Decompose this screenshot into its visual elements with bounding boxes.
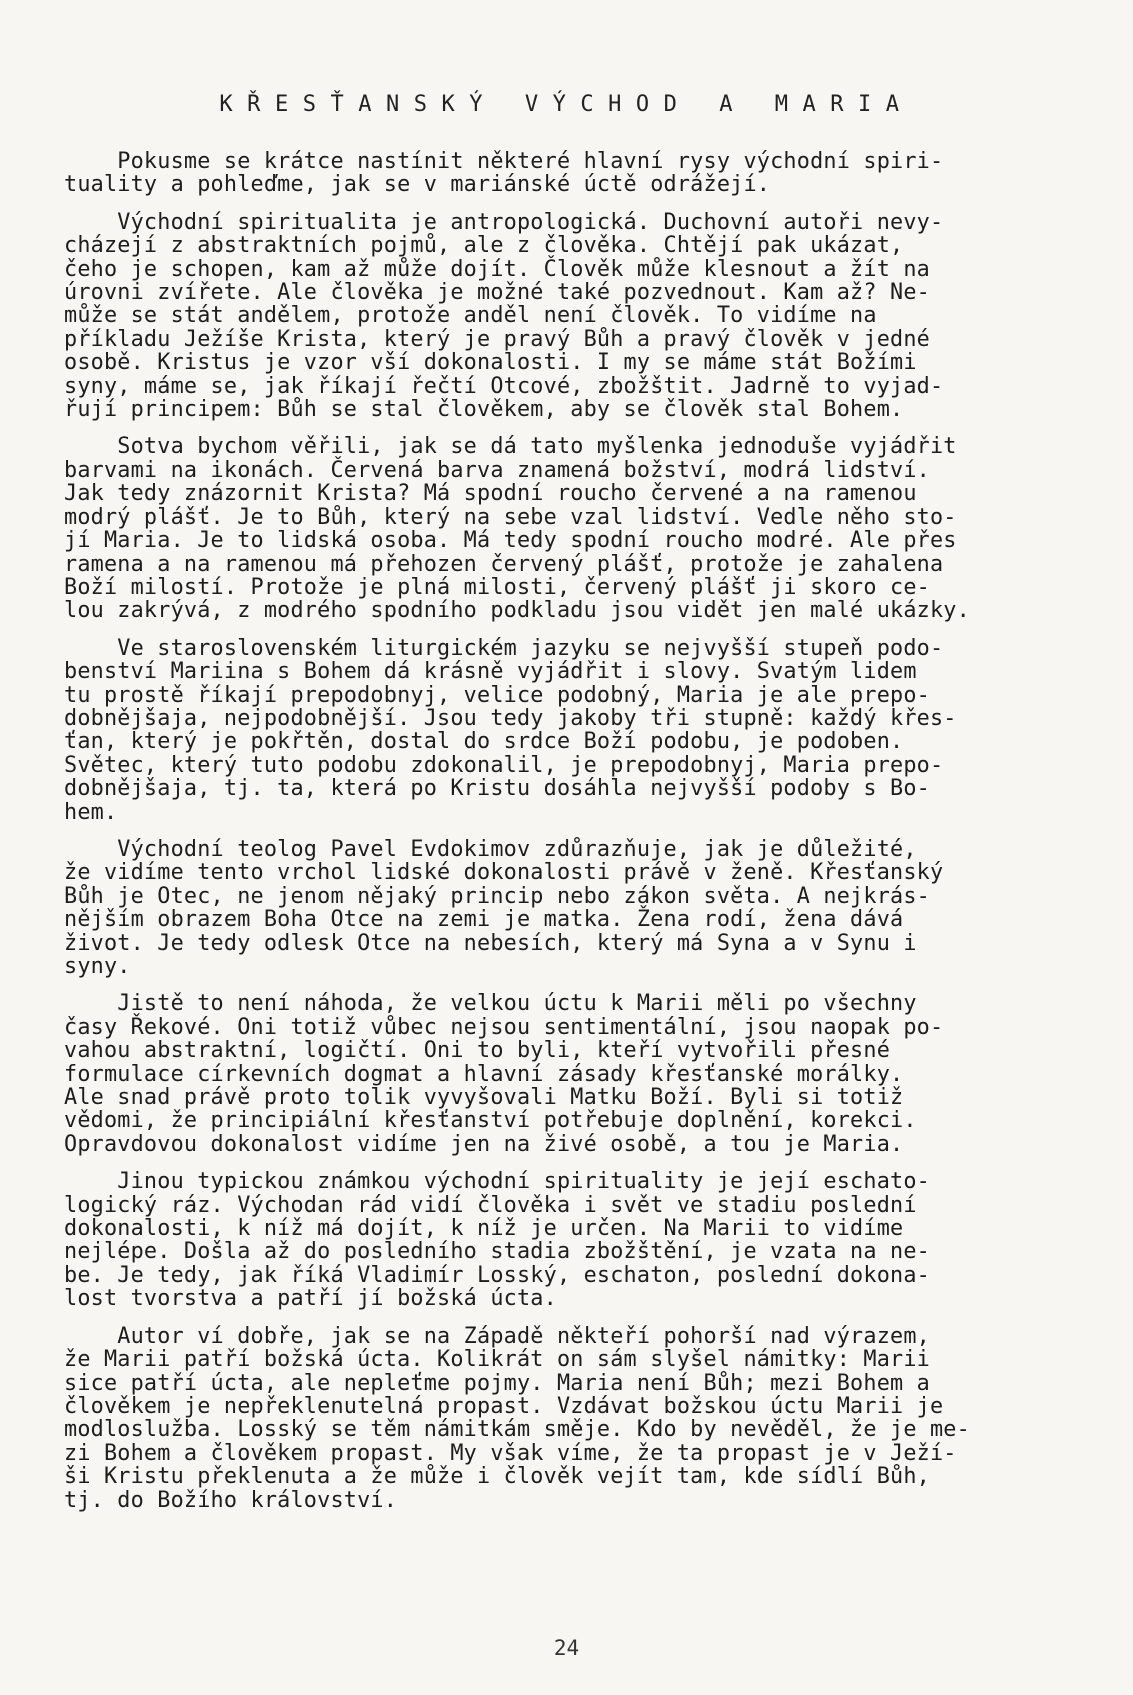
text-line: benství Mariina s Bohem dá krásně vyjádřit i slovy. Svatým lidem <box>64 659 917 685</box>
text-line: formulace církevních dogmat a hlavní zásady křesťanské morálky. <box>64 1061 904 1087</box>
text-line: tj. do Božího království. <box>64 1487 398 1513</box>
text-line: sice patří úcta, ale nepleťme pojmy. Maria není Bůh; mezi Bohem a <box>64 1370 930 1396</box>
text-line: Východní spiritualita je antropologická. Duchovní autoři nevy- <box>64 209 944 235</box>
text-line: Boží milostí. Protože je plná milosti, červený plášť ji skoro ce- <box>64 574 930 600</box>
text-line: Ale snad právě proto tolik vyvyšovali Matku Boží. Byli si totiž <box>64 1085 904 1111</box>
text-line: logický ráz. Východan rád vidí člověka i svět ve stadiu poslední <box>64 1192 917 1218</box>
text-line: lou zakrývá, z modrého spodního podkladu jsou vidět jen malé ukázky. <box>64 598 970 624</box>
text-line: barvami na ikonách. Červená barva znamená božství, modrá lidství. <box>64 457 930 483</box>
text-line: čeho je schopen, kam až může dojít. Člověk může klesnout a žít na <box>64 256 930 282</box>
paragraph <box>64 838 1100 978</box>
text-line: nějším obrazem Boha Otce na zemi je matka. Žena rodí, žena dává <box>64 907 904 933</box>
text-line: Světec, který tuto podobu zdokonalil, je prepodobnyj, Maria prepo- <box>64 752 944 778</box>
text-line: Opravdovou dokonalost vidíme jen na živé osobě, a tou je Maria. <box>64 1131 904 1157</box>
text-line: Autor ví dobře, jak se na Západě někteří pohorší nad výrazem, <box>64 1323 930 1349</box>
article-body <box>64 150 1100 1526</box>
text-line: časy Řekové. Oni totiž vůbec nejsou sentimentální, jsou naopak po- <box>64 1014 944 1040</box>
text-line: že Marii patří božská úcta. Kolikrát on sám slyšel námitky: Marii <box>64 1347 930 1373</box>
paragraph <box>64 1170 1100 1310</box>
text-line: že vidíme tento vrchol lidské dokonalosti právě v ženě. Křesťanský <box>64 860 944 886</box>
paragraph <box>64 992 1100 1156</box>
text-line: řují principem: Bůh se stal člověkem, aby se člověk stal Bohem. <box>64 397 904 423</box>
text-line: Východní teolog Pavel Evdokimov zdůrazňuje, jak je důležité, <box>64 836 917 862</box>
text-line: Sotva bychom věřili, jak se dá tato myšlenka jednoduše vyjádřit <box>64 434 957 460</box>
text-line: život. Je tedy odlesk Otce na nebesích, který má Syna a v Synu i <box>64 930 917 956</box>
text-line: zi Bohem a člověkem propast. My však víme, že ta propast je v Ježí- <box>64 1440 957 1466</box>
text-line: syny, máme se, jak říkají řečtí Otcové, zbožštit. Jadrně to vyjad- <box>64 373 944 399</box>
text-line: ťan, který je pokřtěn, dostal do srdce Boží podobu, je podoben. <box>64 729 904 755</box>
text-line: nejlépe. Došla až do posledního stadia zbožštění, je vzata na ne- <box>64 1239 930 1265</box>
text-line: dokonalosti, k níž má dojít, k níž je určen. Na Marii to vidíme <box>64 1216 904 1242</box>
text-line: modloslužba. Losský se těm námitkám směje. Kdo by nevěděl, že je me- <box>64 1417 970 1443</box>
page-title: KŘESŤANSKÝ VÝCHOD A MARIA <box>219 92 914 117</box>
text-line: Ve staroslovenském liturgickém jazyku se nejvyšší stupeň podo- <box>64 635 944 661</box>
text-line: osobě. Kristus je vzor vší dokonalosti. I my se máme stát Božími <box>64 350 917 376</box>
text-line: Jinou typickou známkou východní spirituality je její eschato- <box>64 1169 930 1195</box>
text-line: člověkem je nepřeklenutelná propast. Vzdávat božskou úctu Marii je <box>64 1393 944 1419</box>
text-line: Bůh je Otec, ne jenom nějaký princip nebo zákon světa. A nejkrás- <box>64 883 930 909</box>
text-line: vahou abstraktní, logičtí. Oni to byli, kteří vytvořili přesné <box>64 1038 891 1064</box>
page-number: 24 <box>553 1636 580 1660</box>
text-line: tuality a pohleďme, jak se v mariánské úctě odrážejí. <box>64 172 771 198</box>
text-line: ši Kristu překlenuta a že může i člověk vejít tam, kde sídlí Bůh, <box>64 1464 930 1490</box>
text-line: vědomi, že principiální křesťanství potřebuje doplnění, korekci. <box>64 1108 917 1134</box>
text-line: Jak tedy znázornit Krista? Má spodní roucho červené a na ramenou <box>64 481 917 507</box>
text-line: příkladu Ježíše Krista, který je pravý Bůh a pravý člověk v jedné <box>64 326 930 352</box>
text-line: tu prostě říkají prepodobnyj, velice podobný, Maria je ale prepo- <box>64 682 930 708</box>
paragraph <box>64 1325 1100 1512</box>
text-line: dobnějšaja, nejpodobnější. Jsou tedy jakoby tři stupně: každý křes- <box>64 705 957 731</box>
text-line: jí Maria. Je to lidská osoba. Má tedy spodní roucho modré. Ale přes <box>64 528 957 554</box>
text-line: Jistě to není náhoda, že velkou úctu k Marii měli po všechny <box>64 991 917 1017</box>
paragraph <box>64 435 1100 622</box>
paragraph <box>64 150 1100 197</box>
text-line: hem. <box>64 799 118 825</box>
paragraph <box>64 211 1100 422</box>
paragraph <box>64 637 1100 824</box>
text-line: Pokusme se krátce nastínit některé hlavní rysy východní spiri- <box>64 149 944 174</box>
text-line: úrovni zvířete. Ale člověka je možné také pozvednout. Kam až? Ne- <box>64 280 930 306</box>
text-line: cházejí z abstraktních pojmů, ale z člověka. Chtějí pak ukázat, <box>64 233 904 259</box>
text-line: dobnějšaja, tj. ta, která po Kristu dosáhla nejvyšší podoby s Bo- <box>64 776 930 802</box>
text-line: ramena a na ramenou má přehozen červený plášť, protože je zahalena <box>64 551 944 577</box>
text-line: může se stát andělem, protože anděl není člověk. To vidíme na <box>64 303 877 329</box>
text-line: lost tvorstva a patří jí božská úcta. <box>64 1286 557 1312</box>
text-line: be. Je tedy, jak říká Vladimír Losský, eschaton, poslední dokona- <box>64 1262 930 1288</box>
text-line: modrý plášť. Je to Bůh, který na sebe vzal lidství. Vedle něho sto- <box>64 504 957 530</box>
text-line: syny. <box>64 954 131 979</box>
